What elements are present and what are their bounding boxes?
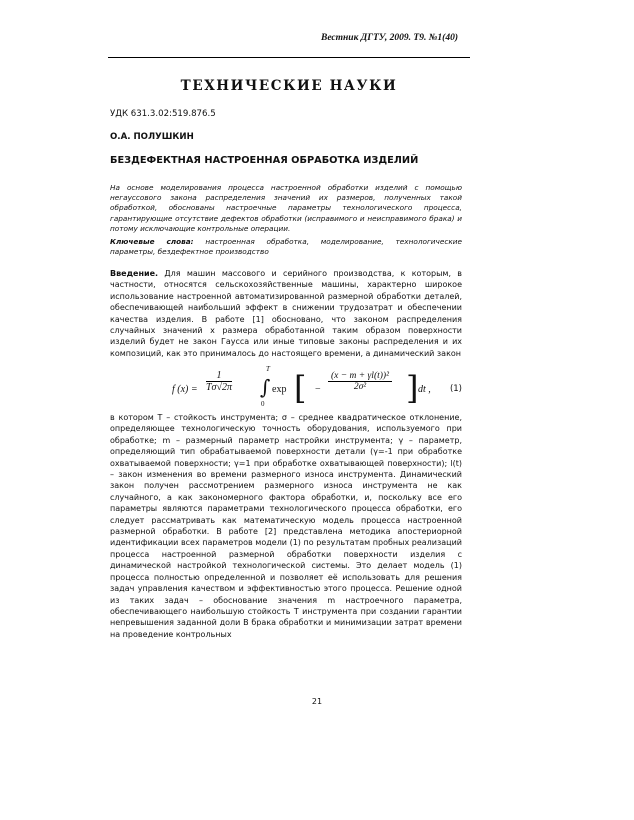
formula-lhs: f (x) = xyxy=(172,384,198,395)
abstract: На основе моделирования процесса настроенной обработки изделий с помощью негауссового закона распределения значений их размеров, полученных такой обработкой, обоснованы настроечные параметры технологического процесса, гарантирующие отсутствие дефектов обработки (исправимого и неисправимого брака) и потому исключающие контрольные операции. xyxy=(110,183,462,233)
author-name: О.А. ПОЛУШКИН xyxy=(110,132,194,142)
journal-header: Вестник ДГТУ, 2009. Т9. №1(40) xyxy=(320,33,458,43)
exp-denominator: 2σ² xyxy=(353,382,367,392)
keywords-label: Ключевые слова: xyxy=(110,237,194,246)
integral-upper-limit: T xyxy=(266,365,270,373)
formula-coefficient xyxy=(206,370,232,393)
article-title: БЕЗДЕФЕКТНАЯ НАСТРОЕННАЯ ОБРАБОТКА ИЗДЕЛИЙ xyxy=(110,155,419,166)
keywords xyxy=(110,237,462,257)
equation-number: (1) xyxy=(449,384,462,394)
body-paragraph: в котором T – стойкость инструмента; σ – среднее квадратическое отклонение, определяющее технологическую точность оборудования, используемого при обработке; m – размерный параметр настройки инструмента; γ – параметр, определяющий тип обрабатываемой поверхности детали (γ=-1 при обработке охватываемой поверхности; γ=1 при обработке охватывающей поверхности); l(t) – закон изменения во времени размерного износа инструмента. Динамический закон получен рассмотрением размерного износа инструмента не как случайного, а как закономерного фактора обработки, и, поскольку все его параметры являются параметрами технологического процесса обработки, его следует рассматривать как математическую модель процесса настроенной размерной обработки. В работе [2] представлена методика апостериорной идентификации всех параметров модели (1) по результатам пробных реализаций процесса настроенной размерной обработки поверхности изделия с динамической настройкой технологической системы. Это делает модель (1) процесса полностью определенной и позволяет её использовать для решения задач управления качеством и эффективностью этого процесса. Решение одной из таких задач – обоснование значения m настроечного параметра, обеспечивающего наибольшую стойкость T инструмента при создании гарантии непревышения заданной доли B брака обработки и минимизации затрат времени на проведение контрольных xyxy=(110,413,462,639)
intro-text: Для машин массового и серийного производства, к которым, в частности, относятся сельскохозяйственные машины, характерно широкое использование настроенной автоматизированной размерной обработки деталей, обеспечивающей наибольший эффект в снижении трудозатрат и обеспечении качества изделия. В работе [1] обосновано, что законом распределения случайных значений x размера обработанной таким образом поверхности изделий будет не закон Гаусса или иные типовые законы распределения и их композиций, как это принималось до настоящего времени, а динамический закон xyxy=(110,269,462,358)
integral-lower-limit: 0 xyxy=(261,400,265,408)
page-number: 21 xyxy=(311,697,323,706)
udk-code: УДК 631.3.02:519.876.5 xyxy=(110,109,216,119)
coef-denominator: Tσ√2π xyxy=(206,382,232,393)
section-title: ТЕХНИЧЕСКИЕ НАУКИ xyxy=(180,78,398,94)
coef-numerator: 1 xyxy=(206,370,232,382)
integral-sign: ∫ xyxy=(260,375,271,399)
intro-label: Введение. xyxy=(110,269,159,278)
exp-function: exp xyxy=(272,384,287,395)
intro-paragraph xyxy=(110,268,462,359)
formula-tail: dt , xyxy=(418,384,431,395)
exp-fraction xyxy=(328,371,392,392)
left-bracket: [ xyxy=(294,369,307,407)
keywords-text: настроенная обработка, моделирование, технологические параметры, бездефектное производство xyxy=(110,237,462,257)
header-rule xyxy=(108,57,470,58)
equation-1 xyxy=(110,365,462,410)
minus-sign: − xyxy=(315,384,321,395)
exp-numerator: (x − m + γl(t))² xyxy=(328,371,392,382)
right-bracket: ] xyxy=(406,369,419,407)
